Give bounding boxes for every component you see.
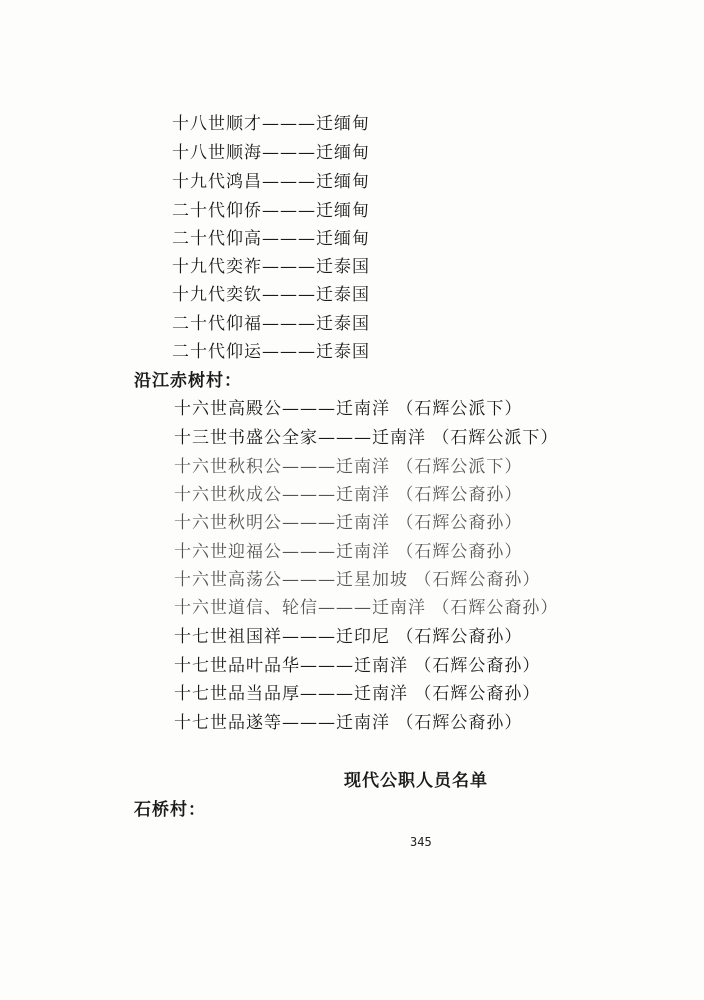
village-heading: 沿江赤树村：	[134, 371, 242, 391]
list-item: 十六世道信、轮信———迁南洋 （石辉公裔孙）	[174, 598, 559, 618]
list-item: 二十代仰高———迁缅甸	[172, 229, 370, 249]
list-item: 十九代奕钦———迁泰国	[172, 285, 370, 305]
list-item: 十七世品当品厚———迁南洋 （石辉公裔孙）	[174, 684, 541, 704]
list-item: 十六世迎福公———迁南洋 （石辉公裔孙）	[174, 542, 523, 562]
list-item: 十三世书盛公全家———迁南洋 （石辉公派下）	[174, 428, 559, 448]
list-item: 十七世祖国祥———迁印尼 （石辉公裔孙）	[174, 627, 523, 647]
list-item: 十九代鸿昌———迁缅甸	[172, 172, 370, 192]
list-item: 十六世秋积公———迁南洋 （石辉公派下）	[174, 457, 523, 477]
section-title: 现代公职人员名单	[344, 771, 488, 791]
list-item: 十九代奕祚———迁泰国	[172, 257, 370, 277]
list-item: 十六世高殿公———迁南洋 （石辉公派下）	[174, 399, 523, 419]
list-item: 十七世品叶品华———迁南洋 （石辉公裔孙）	[174, 656, 541, 676]
list-item: 十六世秋成公———迁南洋 （石辉公裔孙）	[174, 485, 523, 505]
list-item: 二十代仰运———迁泰国	[172, 342, 370, 362]
list-item: 二十代仰侨———迁缅甸	[172, 201, 370, 221]
list-item: 十六世秋明公———迁南洋 （石辉公裔孙）	[174, 513, 523, 533]
list-item: 二十代仰福———迁泰国	[172, 314, 370, 334]
page-number: 345	[410, 835, 432, 849]
list-item: 十八世顺海———迁缅甸	[172, 143, 370, 163]
list-item: 十八世顺才———迁缅甸	[172, 114, 370, 134]
list-item: 十七世品遂等———迁南洋 （石辉公裔孙）	[174, 713, 523, 733]
village-heading: 石桥村：	[134, 800, 206, 820]
list-item: 十六世高荡公———迁星加坡 （石辉公裔孙）	[174, 570, 541, 590]
